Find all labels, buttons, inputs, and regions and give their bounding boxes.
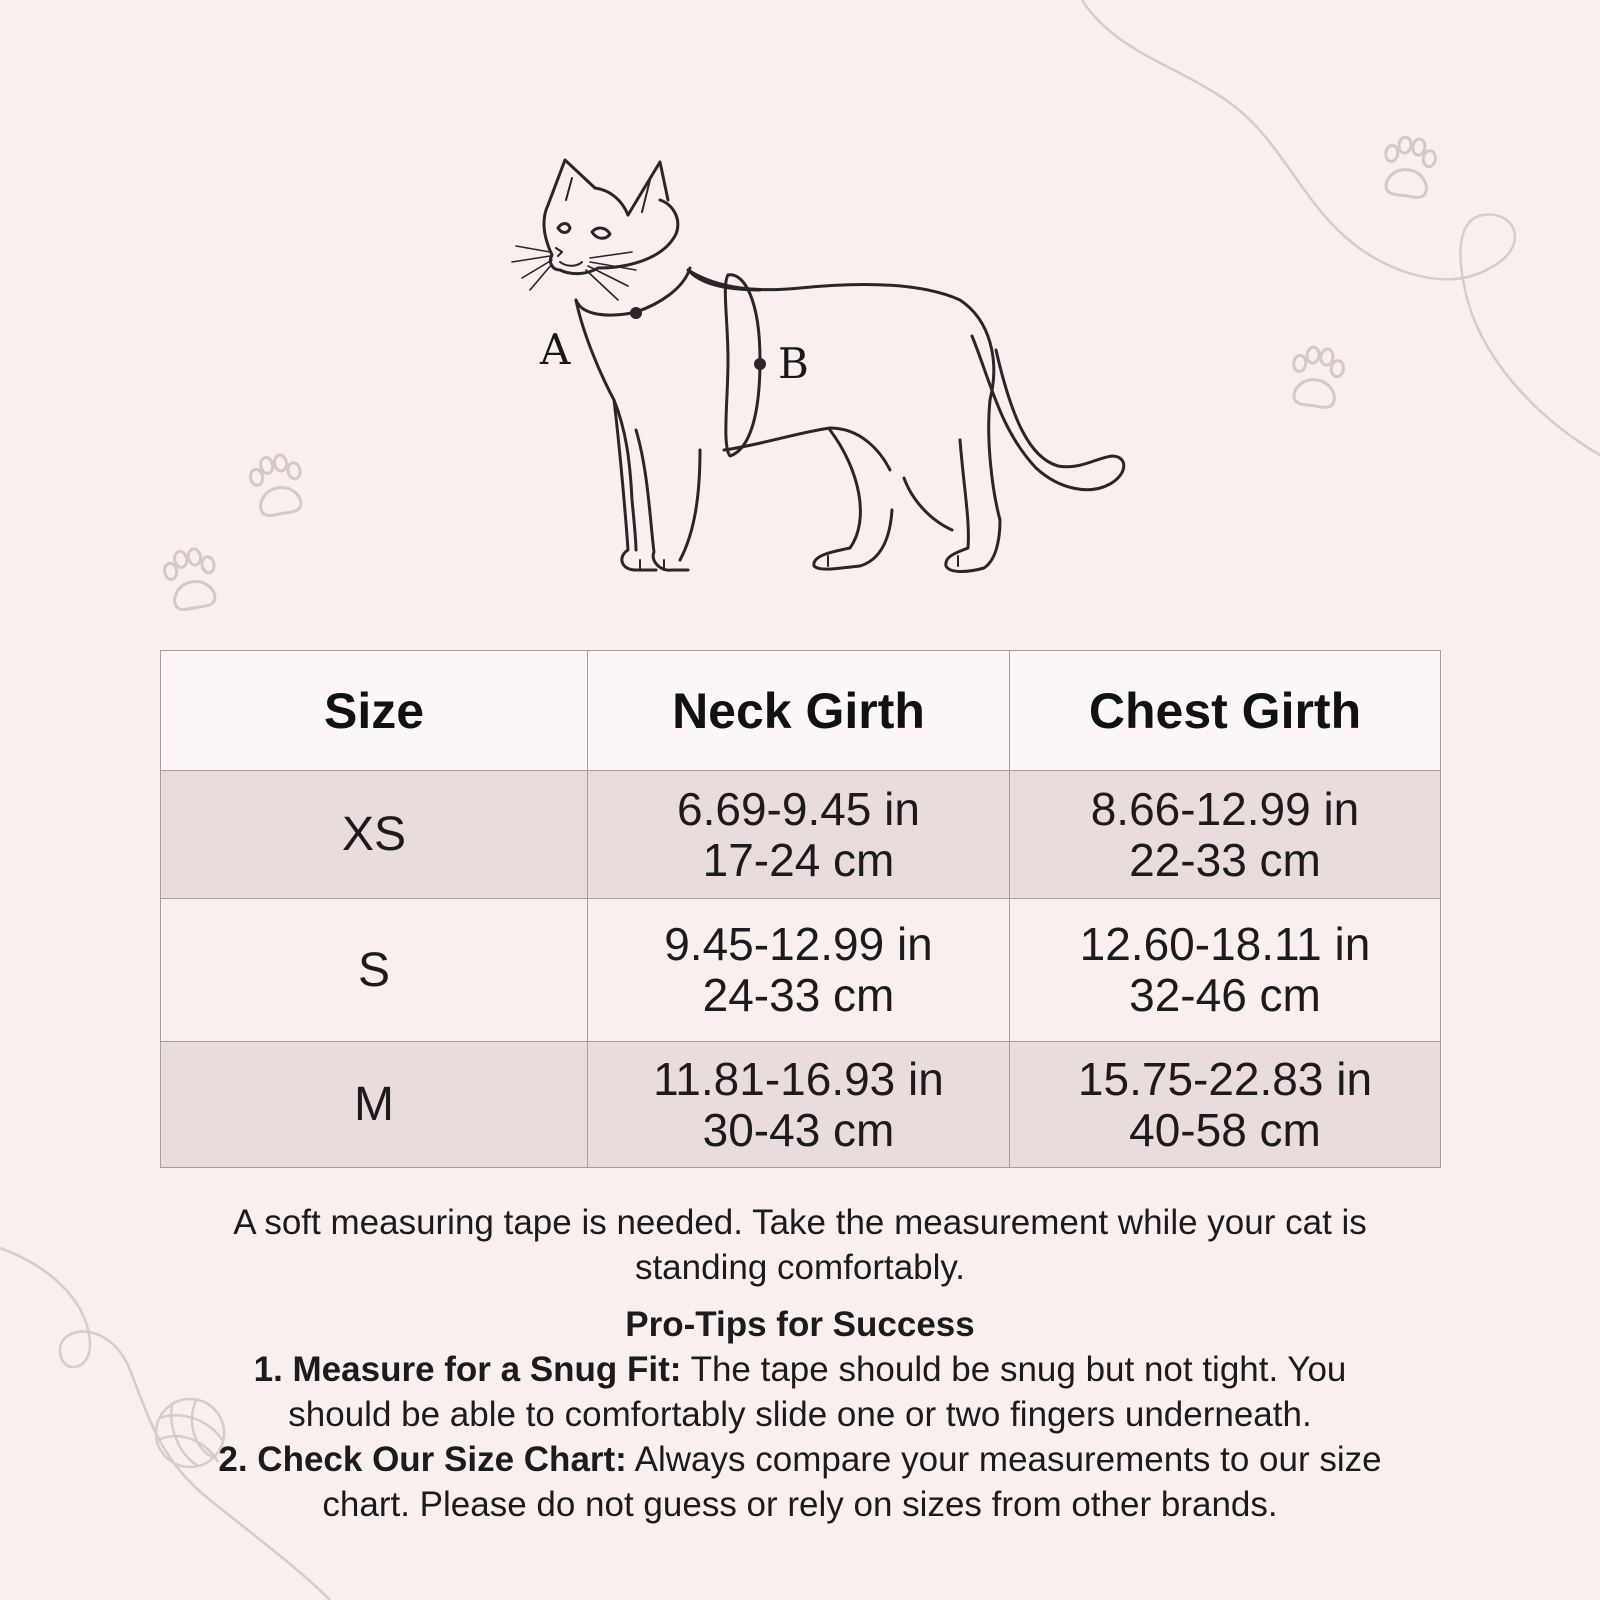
tip-2-label: 2. Check Our Size Chart: (218, 1440, 627, 1479)
size-cell: XS (161, 771, 588, 899)
header-size: Size (161, 651, 588, 771)
chest-girth-cm: 40-58 cm (1129, 1103, 1321, 1156)
table-row (161, 1042, 1441, 1168)
header-chest-girth: Chest Girth (1010, 651, 1441, 771)
tip-1-text: The tape should be snug but not tight. You should be able to comfortably slide one or two fingers underneath. (288, 1350, 1347, 1434)
tip-1 (200, 1347, 1400, 1437)
cat-tail (972, 336, 1124, 490)
cat-eye-right (592, 228, 610, 238)
chest-girth-inches: 8.66-12.99 in (1090, 782, 1360, 835)
table-row (161, 771, 1441, 899)
neck-girth-inches: 11.81-16.93 in (653, 1052, 944, 1105)
chest-measure-point (754, 358, 766, 370)
cat-front-leg (636, 430, 688, 570)
neck-girth-inches: 6.69-9.45 in (677, 782, 920, 835)
cat-nose (556, 248, 562, 256)
chest-girth-cm: 22-33 cm (1129, 833, 1321, 886)
neck-girth-cm: 30-43 cm (702, 1103, 895, 1156)
cat-measurement-illustration (0, 0, 1600, 620)
chest-measure-label: B (778, 339, 809, 388)
cat-head (544, 200, 678, 274)
neck-girth-inches: 9.45-12.99 in (664, 918, 933, 970)
size-chart-table (160, 650, 1441, 1168)
tip-2-text: Always compare your measurements to our size chart. Please do not guess or rely on sizes from other brands. (322, 1440, 1382, 1524)
neck-girth-cell (588, 1042, 1010, 1168)
measurement-notes (200, 1200, 1400, 1527)
neck-measure-label: A (540, 325, 571, 374)
size-cell: M (161, 1042, 588, 1168)
table-header-row (161, 651, 1441, 771)
neck-measure-point (630, 307, 642, 319)
chest-girth-inches: 15.75-22.83 in (1077, 1052, 1373, 1105)
neck-girth-cell (588, 899, 1010, 1042)
chest-girth-inches: 12.60-18.11 in (1079, 918, 1371, 970)
intro-text: A soft measuring tape is needed. Take the measurement while your cat is standing comfortably. (233, 1203, 1367, 1287)
chest-girth-cm: 32-46 cm (1129, 969, 1321, 1021)
cat-eye-left (558, 224, 570, 233)
header-neck-girth: Neck Girth (588, 651, 1010, 771)
neck-girth-cm: 17-24 cm (702, 833, 895, 886)
chest-girth-cell (1010, 771, 1441, 899)
neck-girth-cell (588, 771, 1010, 899)
cat-hind-leg (814, 430, 892, 569)
tips-title: Pro-Tips for Success (625, 1305, 975, 1344)
size-cell: S (161, 899, 588, 1042)
cat-body (576, 300, 636, 550)
tip-1-label: 1. Measure for a Snug Fit: (253, 1350, 682, 1389)
neck-girth-cm: 24-33 cm (702, 969, 895, 1021)
chest-girth-cell (1010, 899, 1441, 1042)
table-row (161, 899, 1441, 1042)
chest-girth-cell (1010, 1042, 1441, 1168)
tip-2 (200, 1437, 1400, 1527)
